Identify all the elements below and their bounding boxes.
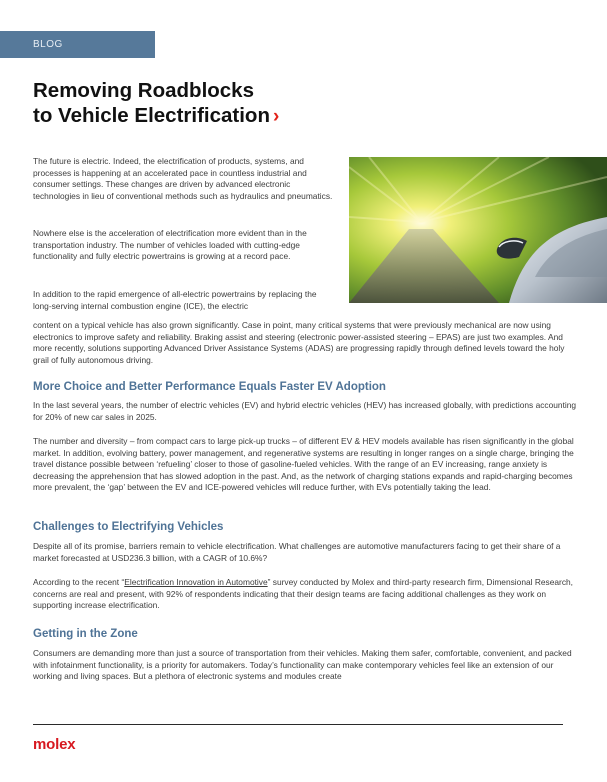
chevron-right-icon: › <box>272 106 280 127</box>
section-heading-ev-adoption: More Choice and Better Performance Equals Faster EV Adoption <box>33 381 386 393</box>
section2-paragraph-2 <box>33 577 578 612</box>
hero-image <box>349 157 607 303</box>
title-line-2 <box>33 103 413 129</box>
intro-paragraph-3: In addition to the rapid emergence of all-electric powertrains by replacing the long-serving internal combustion engine (ICE), the electric <box>33 289 317 311</box>
section-heading-getting-in-zone: Getting in the Zone <box>33 628 138 640</box>
section2-text-after: ” survey conducted by Molex and third-party research firm, Dimensional Research, concerns are real and present, with 92% of respondents indicating that their design teams are facing additional challenges as they work on supporting increase electrification. <box>33 577 573 611</box>
section2-text-before: According to the recent “ <box>33 577 125 587</box>
category-label: BLOG <box>0 31 155 58</box>
car-motion-blur-photo-icon <box>349 157 607 303</box>
section1-paragraph-1: In the last several years, the number of electric vehicles (EV) and hybrid electric vehicles (HEV) has increased globally, with predictions accounting for 20% of new car sales in 2025. <box>33 400 577 422</box>
molex-logo[interactable]: molex <box>33 736 76 753</box>
intro-paragraph-2: Nowhere else is the acceleration of electrification more evident than in the transportation industry. The number of vehicles loaded with cutting-edge functionality and fully electric powertrains is growing at a record pace. <box>33 228 307 262</box>
section3-paragraph-1: Consumers are demanding more than just a source of transportation from their vehicles. Making them safer, comfortable, convenient, and packed with infotainment functionality, is a priority for automakers. Today’s functionality can make contemporary vehicles feel like an extension of our working and living spaces. But a plethora of electronic systems and modules create <box>33 648 572 682</box>
title-line-1: Removing Roadblocks <box>33 79 254 102</box>
page-title <box>33 78 413 129</box>
footer-divider <box>33 724 563 725</box>
survey-link[interactable]: Electrification Innovation in Automotive <box>124 577 268 587</box>
section1-paragraph-2: The number and diversity – from compact cars to large pick-up trucks – of different EV & HEV models available has risen significantly in the global market. In addition, evolving battery, power management, and regenerative systems are resulting in longer ranges on a single charge, bringing the travel distance possible between ‘refueling’ closer to those of gasoline-fueled vehicles. With the range of an EV increasing, range anxiety is decreasing the apprehension that has slowed adoption in the past. And, as the network of charging stations expands and rapid-charging becomes more prevalent, the ‘gap’ between the EV and ICE-powered vehicles will reduce further, with EVs potentially taking the lead. <box>33 436 574 493</box>
intro-paragraph-1: The future is electric. Indeed, the electrification of products, systems, and processes is happening at an accelerated pace in countless industrial and consumer settings. These changes are driven by advanced electronic technologies in lieu of conventional methods such as hydraulics and pneumatics. <box>33 156 333 201</box>
section-heading-challenges: Challenges to Electrifying Vehicles <box>33 521 224 533</box>
title-line-2-text: to Vehicle Electrification <box>33 104 270 127</box>
intro-paragraph-3-continued: content on a typical vehicle has also grown significantly. Case in point, many critical systems that were previously mechanical are now using electronics to improve safety and reliability. Braking assist and steering (electronic power-assisted steering – EPAS) are just two examples. And more recently, solutions supporting Advanced Driver Assistance Systems (ADAS) are progressing rapidly through defined levels toward the holy grail of fully autonomous driving. <box>33 320 565 365</box>
section2-paragraph-1: Despite all of its promise, barriers remain to vehicle electrification. What challenges are automotive manufacturers facing to get their share of a market forecasted at USD236.3 billion, with a CAGR of 10.6%? <box>33 541 561 563</box>
